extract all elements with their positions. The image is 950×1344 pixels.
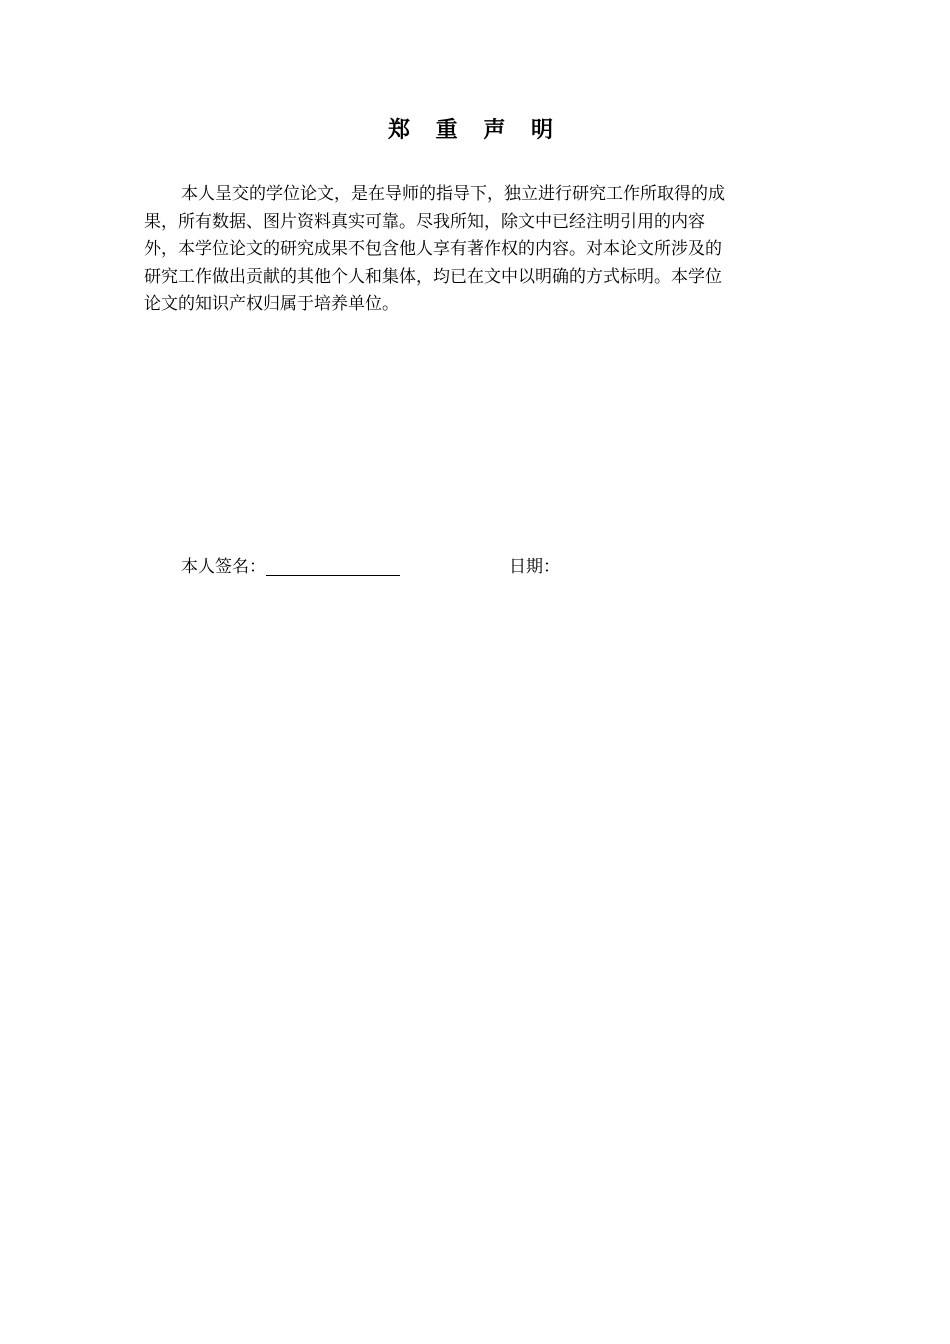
signature-row — [181, 553, 400, 581]
signature-field[interactable] — [266, 555, 400, 576]
declaration-paragraph — [144, 181, 796, 319]
declaration-line: 论文的知识产权归属于培养单位。 — [144, 294, 399, 314]
declaration-line: 果，所有数据、图片资料真实可靠。尽我所知，除文中已经注明引用的内容 — [144, 211, 705, 232]
page-title: 郑 重 声 明 — [388, 118, 562, 143]
declaration-line: 外，本学位论文的研究成果不包含他人享有著作权的内容。对本论文所涉及的 — [144, 239, 722, 259]
declaration-line: 本人呈交的学位论文，是在导师的指导下，独立进行研究工作所取得的成 — [181, 184, 725, 204]
date-label: 日期： — [509, 557, 560, 577]
declaration-line: 研究工作做出贡献的其他个人和集体，均已在文中以明确的方式标明。本学位 — [144, 266, 722, 287]
date-row — [509, 553, 560, 581]
signature-label: 本人签名： — [181, 557, 266, 577]
